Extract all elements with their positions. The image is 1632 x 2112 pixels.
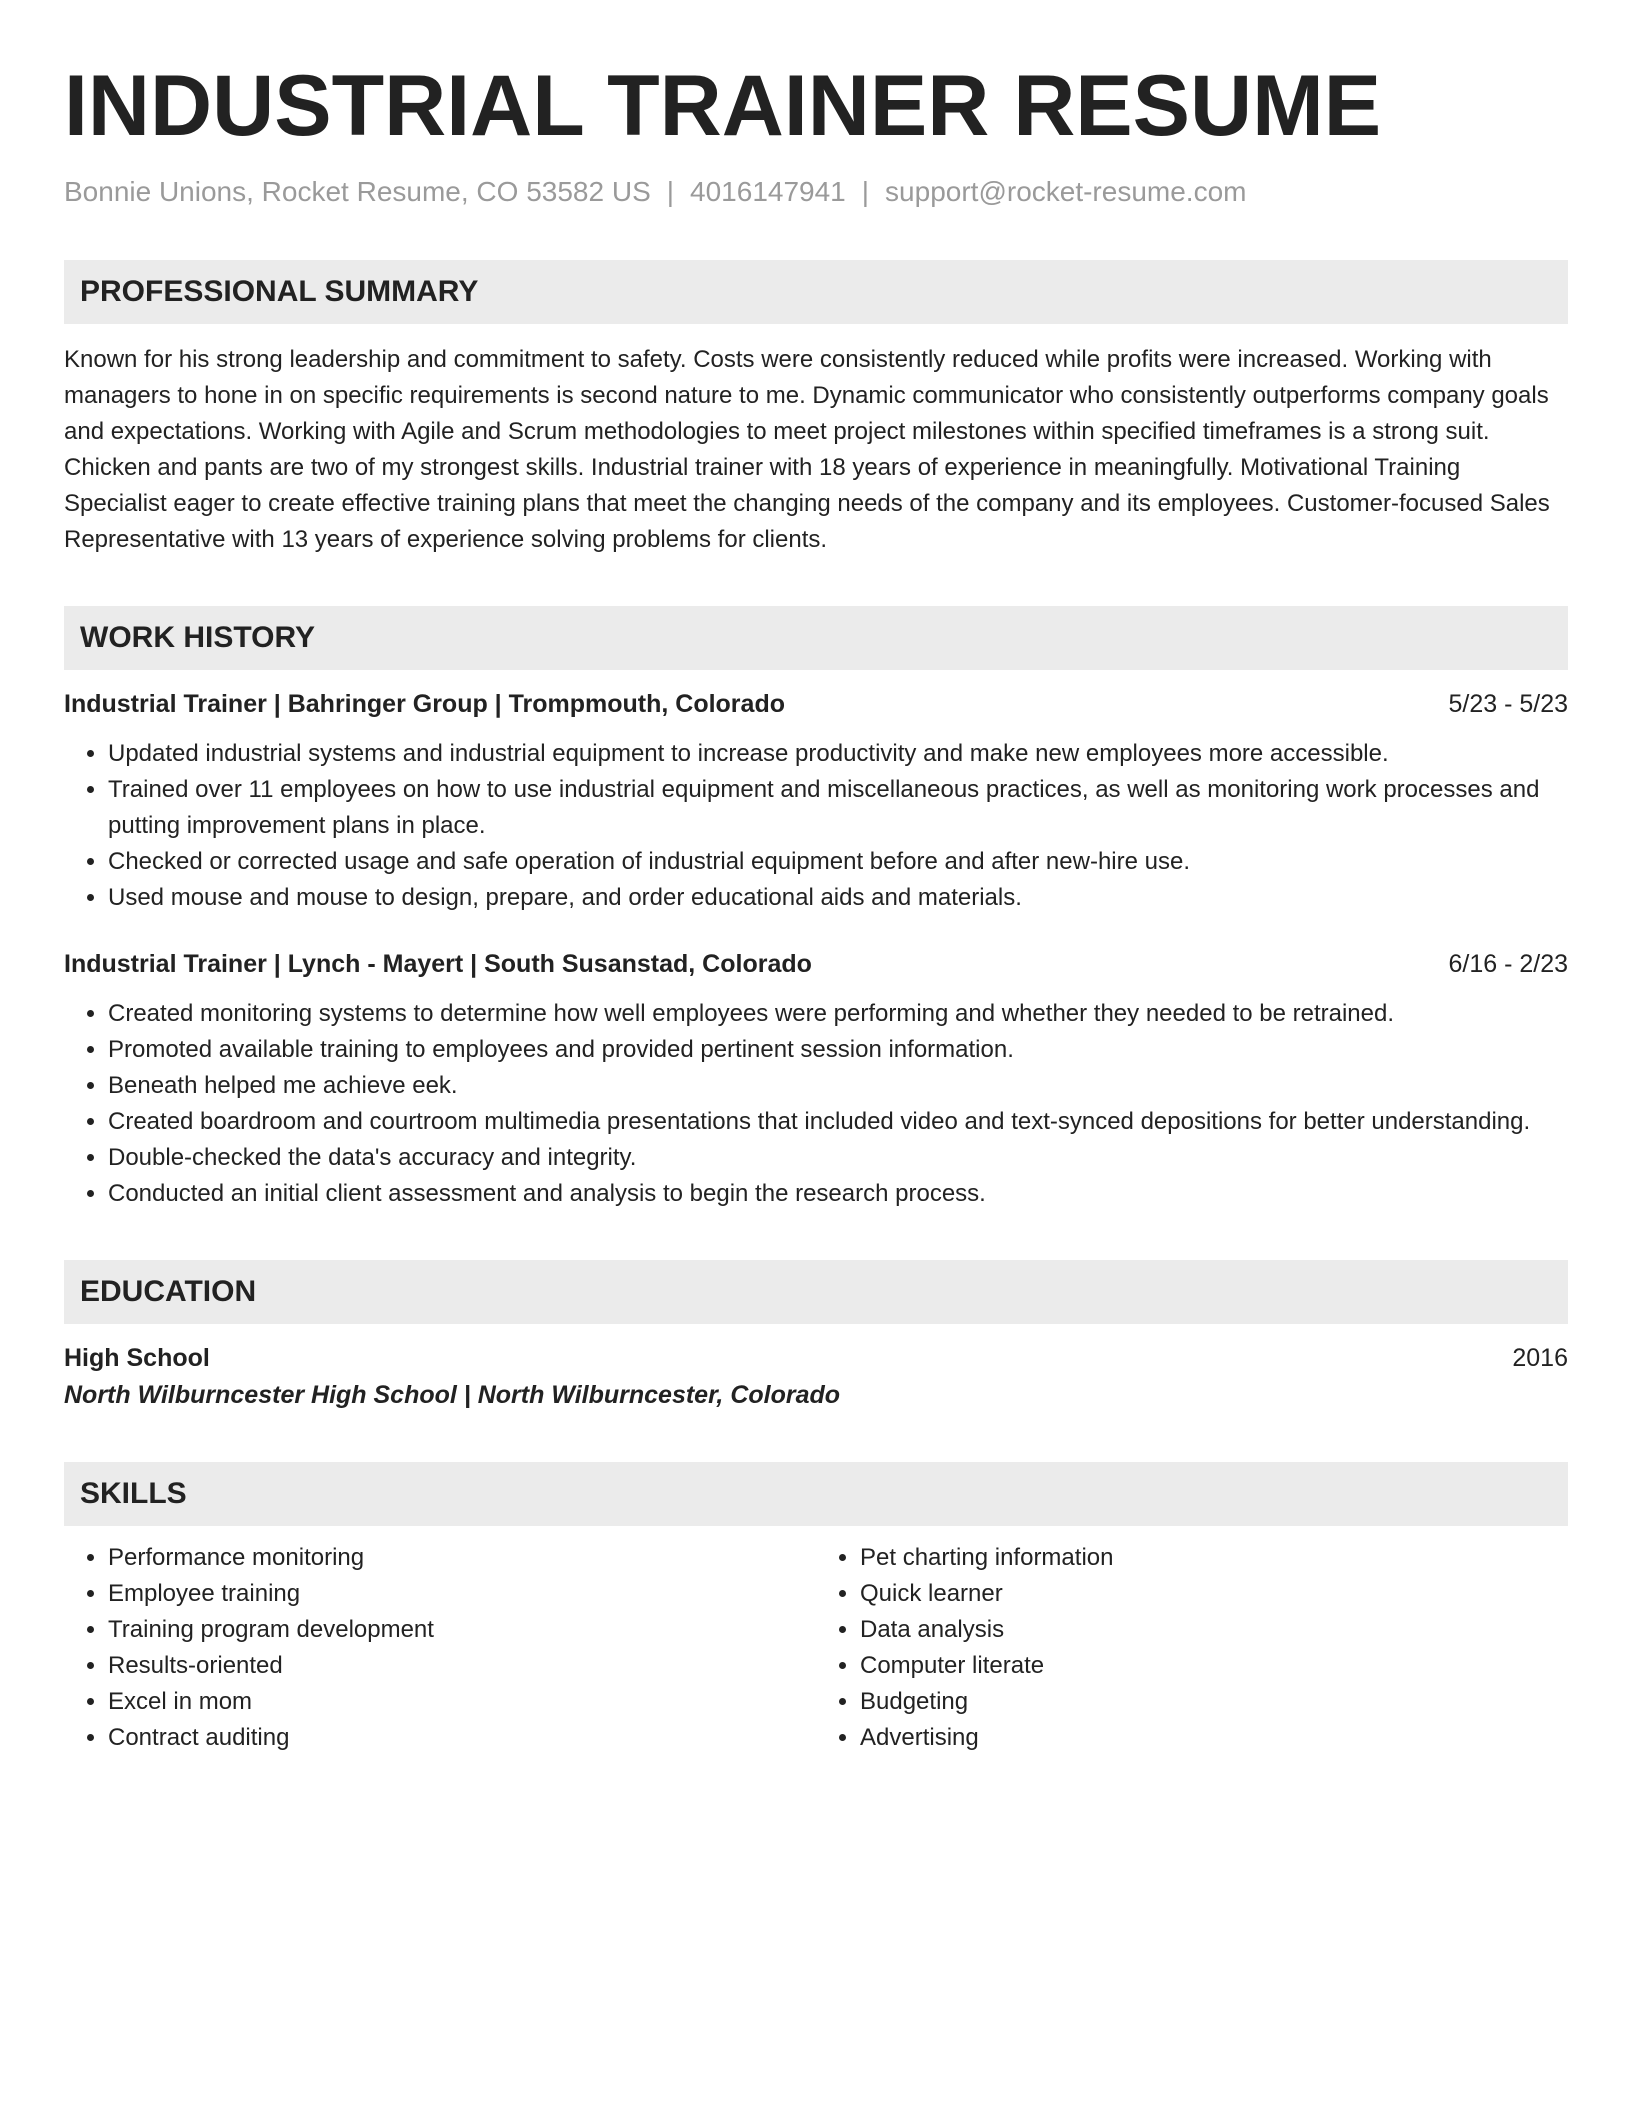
education-header bbox=[64, 1340, 1568, 1376]
job-heading: Industrial Trainer | Lynch - Mayert | South Susanstad, Colorado bbox=[64, 950, 812, 978]
section-header-skills: SKILLS bbox=[64, 1462, 1568, 1526]
job-bullet: • Checked or corrected usage and safe operation of industrial equipment before and after new-hire use. bbox=[108, 844, 1568, 880]
skill-item: • Advertising bbox=[860, 1720, 1568, 1756]
job-bullet: • Beneath helped me achieve eek. bbox=[108, 1068, 1568, 1104]
education-year: 2016 bbox=[1512, 1344, 1568, 1372]
skill-item: • Pet charting information bbox=[860, 1540, 1568, 1576]
skill-item: • Performance monitoring bbox=[108, 1540, 816, 1576]
section-header-summary: PROFESSIONAL SUMMARY bbox=[64, 260, 1568, 324]
job-entry bbox=[64, 686, 1568, 916]
education-degree: High School bbox=[64, 1344, 210, 1372]
contact-email: support@rocket-resume.com bbox=[885, 176, 1247, 207]
job-bullets bbox=[64, 996, 1568, 1212]
job-bullet: • Double-checked the data's accuracy and integrity. bbox=[108, 1140, 1568, 1176]
job-bullet: • Created boardroom and courtroom multimedia presentations that included video and text-synced depositions for better understanding. bbox=[108, 1104, 1568, 1140]
skill-item: • Excel in mom bbox=[108, 1684, 816, 1720]
job-bullet: • Promoted available training to employees and provided pertinent session information. bbox=[108, 1032, 1568, 1068]
skill-item: • Quick learner bbox=[860, 1576, 1568, 1612]
job-bullet: • Trained over 11 employees on how to use industrial equipment and miscellaneous practices, as well as monitoring work processes and putting improvement plans in place. bbox=[108, 772, 1568, 844]
education-entry bbox=[64, 1340, 1568, 1414]
job-bullets bbox=[64, 736, 1568, 916]
job-bullet: • Used mouse and mouse to design, prepare, and order educational aids and materials. bbox=[108, 880, 1568, 916]
job-bullet: • Updated industrial systems and industrial equipment to increase productivity and make new employees more accessible. bbox=[108, 736, 1568, 772]
skill-item: • Computer literate bbox=[860, 1648, 1568, 1684]
skill-item: • Budgeting bbox=[860, 1684, 1568, 1720]
job-header bbox=[64, 946, 1568, 982]
contact-phone: 4016147941 bbox=[690, 176, 846, 207]
job-header bbox=[64, 686, 1568, 722]
skill-item: • Employee training bbox=[108, 1576, 816, 1612]
skills-list-right bbox=[816, 1540, 1568, 1756]
section-header-work-history: WORK HISTORY bbox=[64, 606, 1568, 670]
section-header-education: EDUCATION bbox=[64, 1260, 1568, 1324]
contact-separator: | bbox=[861, 176, 870, 207]
education-school: North Wilburncester High School | North Wilburncester, Colorado bbox=[64, 1381, 841, 1409]
contact-line bbox=[64, 174, 1568, 210]
job-dates: 5/23 - 5/23 bbox=[1448, 690, 1568, 718]
skills-list-left bbox=[64, 1540, 816, 1756]
job-bullet: • Created monitoring systems to determine how well employees were performing and whether they needed to be retrained. bbox=[108, 996, 1568, 1032]
contact-address: Bonnie Unions, Rocket Resume, CO 53582 US bbox=[64, 176, 651, 207]
skill-item: • Contract auditing bbox=[108, 1720, 816, 1756]
skill-item: • Results-oriented bbox=[108, 1648, 816, 1684]
skill-item: • Training program development bbox=[108, 1612, 816, 1648]
skills-columns bbox=[64, 1540, 1568, 1756]
job-entry bbox=[64, 946, 1568, 1212]
contact-separator: | bbox=[666, 176, 675, 207]
summary-text: Known for his strong leadership and commitment to safety. Costs were consistently reduced while profits were increased. Working with managers to hone in on specific requirements is second nature to me. Dynamic communicator who consistently outperforms company goals and expectations. Working with Agile and Scrum methodologies to meet project milestones within specified timeframes is a strong suit. Chicken and pants are two of my strongest skills. Industrial trainer with 18 years of experience in meaningfully. Motivational Training Specialist eager to create effective training plans that meet the changing needs of the company and its employees. Customer-focused Sales Representative with 13 years of experience solving problems for clients. bbox=[64, 346, 1550, 553]
resume-title: INDUSTRIAL TRAINER RESUME bbox=[64, 58, 1382, 154]
job-dates: 6/16 - 2/23 bbox=[1448, 950, 1568, 978]
job-heading: Industrial Trainer | Bahringer Group | Trompmouth, Colorado bbox=[64, 690, 785, 718]
skill-item: • Data analysis bbox=[860, 1612, 1568, 1648]
job-bullet: • Conducted an initial client assessment and analysis to begin the research process. bbox=[108, 1176, 1568, 1212]
